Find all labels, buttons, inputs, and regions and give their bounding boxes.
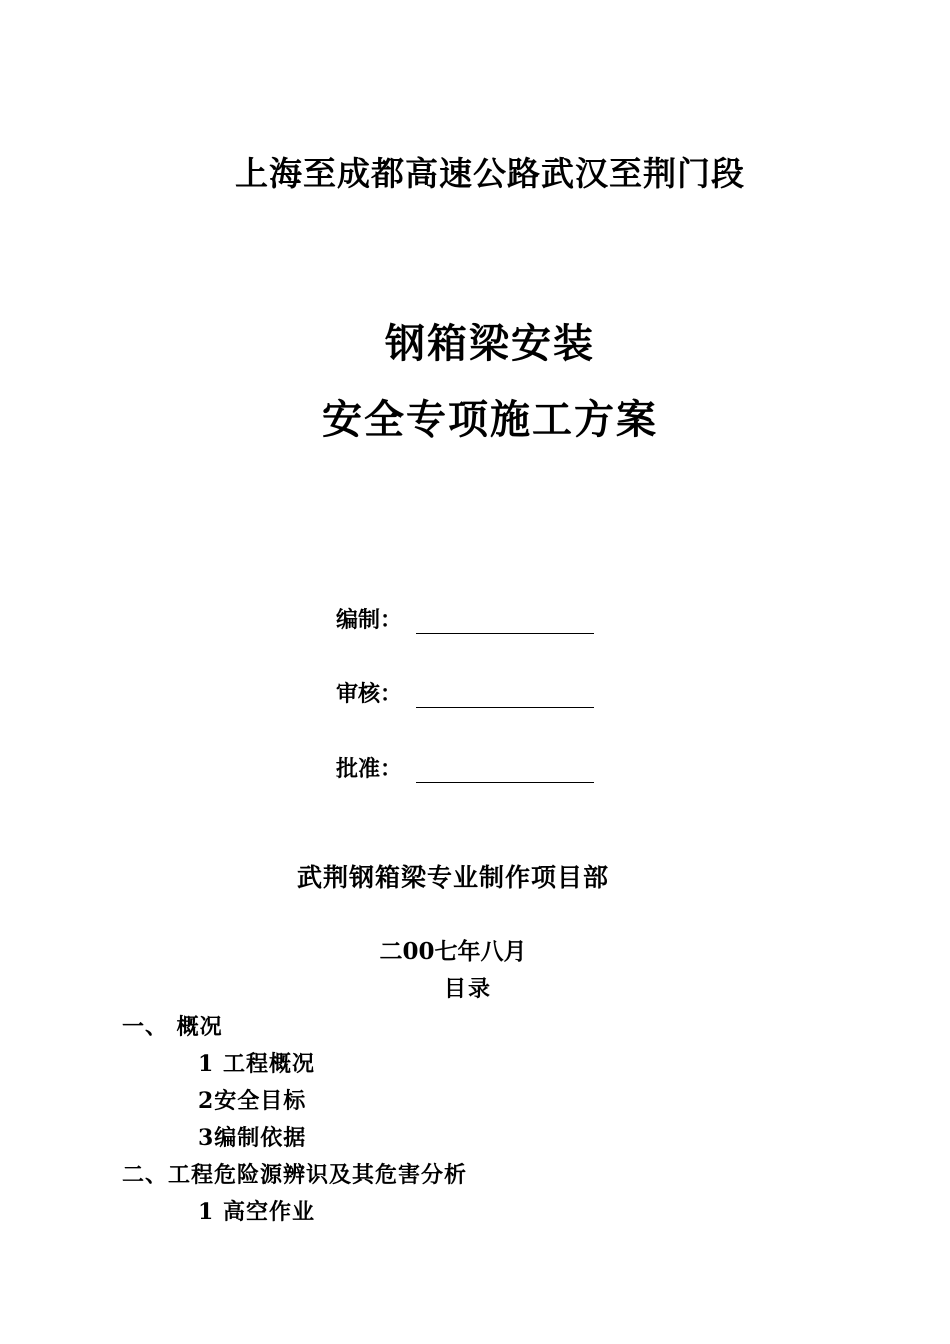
toc-item-1-1: 1 工程概况 bbox=[198, 1051, 315, 1077]
document-date: 二00七年八月 bbox=[379, 938, 527, 965]
document-title-line-2: 安全专项施工方案 bbox=[322, 396, 658, 443]
approved-by-label: 批准： bbox=[336, 756, 403, 782]
reviewed-by-label: 审核： bbox=[336, 681, 403, 707]
toc-item-1-3: 3编制依据 bbox=[198, 1125, 307, 1151]
approved-by-row bbox=[336, 752, 594, 783]
compiled-by-row bbox=[336, 603, 594, 634]
toc-section-2: 二、工程危险源辨识及其危害分析 bbox=[122, 1162, 468, 1188]
toc-section-1: 一、 概况 bbox=[122, 1014, 223, 1040]
toc-item-1-2: 2安全目标 bbox=[198, 1088, 307, 1114]
document-title-line-1: 钢箱梁安装 bbox=[385, 320, 595, 367]
toc-item-2-1: 1 高空作业 bbox=[198, 1199, 315, 1225]
organization-name: 武荆钢箱梁专业制作项目部 bbox=[296, 863, 609, 892]
toc-title: 目录 bbox=[443, 976, 492, 1002]
compiled-by-blank-line bbox=[416, 609, 594, 634]
reviewed-by-row bbox=[336, 677, 594, 708]
approved-by-blank-line bbox=[416, 758, 594, 783]
reviewed-by-blank-line bbox=[416, 683, 594, 708]
compiled-by-label: 编制： bbox=[336, 607, 403, 633]
project-title: 上海至成都高速公路武汉至荆门段 bbox=[235, 154, 745, 193]
